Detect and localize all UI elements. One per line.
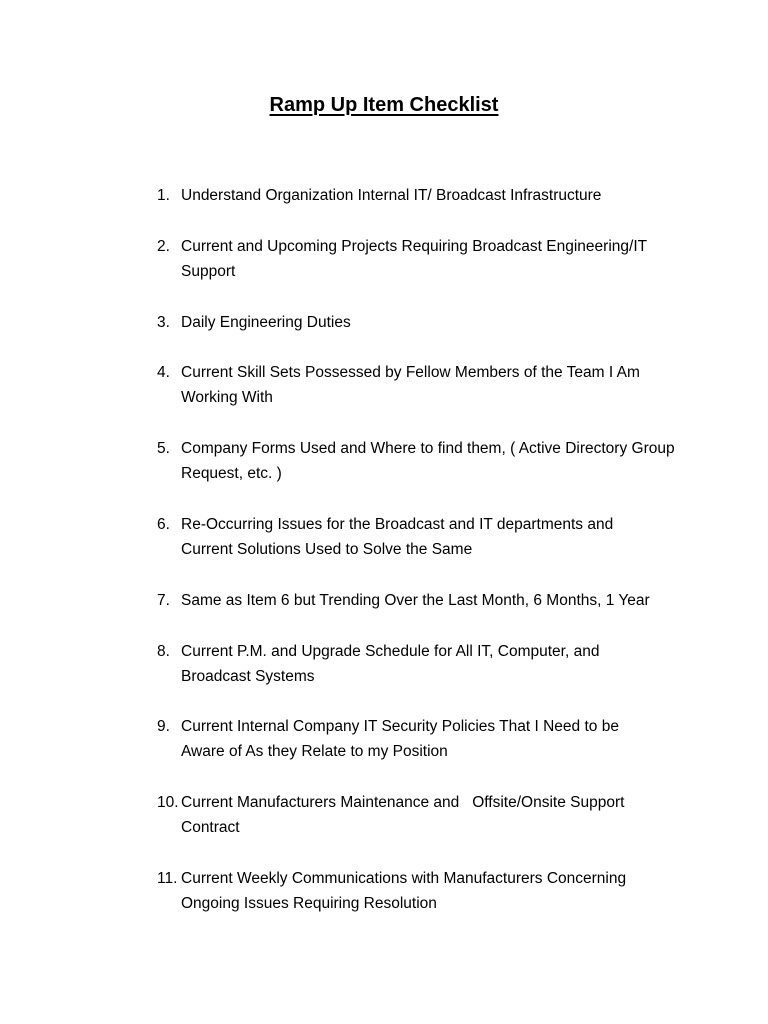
item-text: Current Internal Company IT Security Policies That I Need to be Aware of As they Relate to my Position (181, 718, 619, 761)
list-item (157, 310, 697, 335)
list-item (157, 436, 676, 486)
list-item (157, 234, 686, 284)
item-number: 8. (157, 642, 170, 660)
list-item (157, 714, 666, 764)
item-text: Current and Upcoming Projects Requiring Broadcast Engineering/IT Support (181, 237, 647, 280)
item-number: 7. (157, 591, 170, 609)
list-item (157, 183, 697, 208)
item-number: 9. (157, 718, 170, 736)
item-number: 1. (157, 187, 170, 204)
list-item (157, 790, 686, 840)
list-item (157, 360, 681, 410)
list-item (157, 512, 656, 562)
item-text: Daily Engineering Duties (181, 313, 351, 331)
item-number: 4. (157, 364, 170, 382)
item-number: 5. (157, 440, 170, 458)
item-number: 2. (157, 237, 170, 255)
list-item (157, 639, 651, 689)
item-text: Current P.M. and Upgrade Schedule for All IT, Computer, and Broadcast Systems (181, 642, 600, 685)
list-item (157, 866, 686, 916)
item-text: Current Weekly Communications with Manufacturers Concerning Ongoing Issues Requiring Resolution (181, 869, 627, 912)
item-number: 11. (157, 869, 178, 887)
item-number: 6. (157, 515, 170, 533)
list-item (157, 588, 741, 613)
item-text: Understand Organization Internal IT/ Broadcast Infrastructure (181, 187, 602, 204)
checklist (157, 183, 697, 942)
item-number: 3. (157, 313, 170, 331)
item-text: Current Skill Sets Possessed by Fellow Members of the Team I Am Working With (181, 364, 640, 407)
page-title: Ramp Up Item Checklist (269, 94, 499, 116)
item-number: 10. (157, 794, 179, 812)
item-text: Re-Occurring Issues for the Broadcast and IT departments and Current Solutions Used to Solve the Same (181, 515, 614, 558)
item-text: Company Forms Used and Where to find them, ( Active Directory Group Request, etc. ) (181, 440, 675, 483)
item-text: Current Manufacturers Maintenance and Offsite/Onsite Support Contract (181, 794, 629, 837)
item-text: Same as Item 6 but Trending Over the Last Month, 6 Months, 1 Year (181, 591, 650, 609)
